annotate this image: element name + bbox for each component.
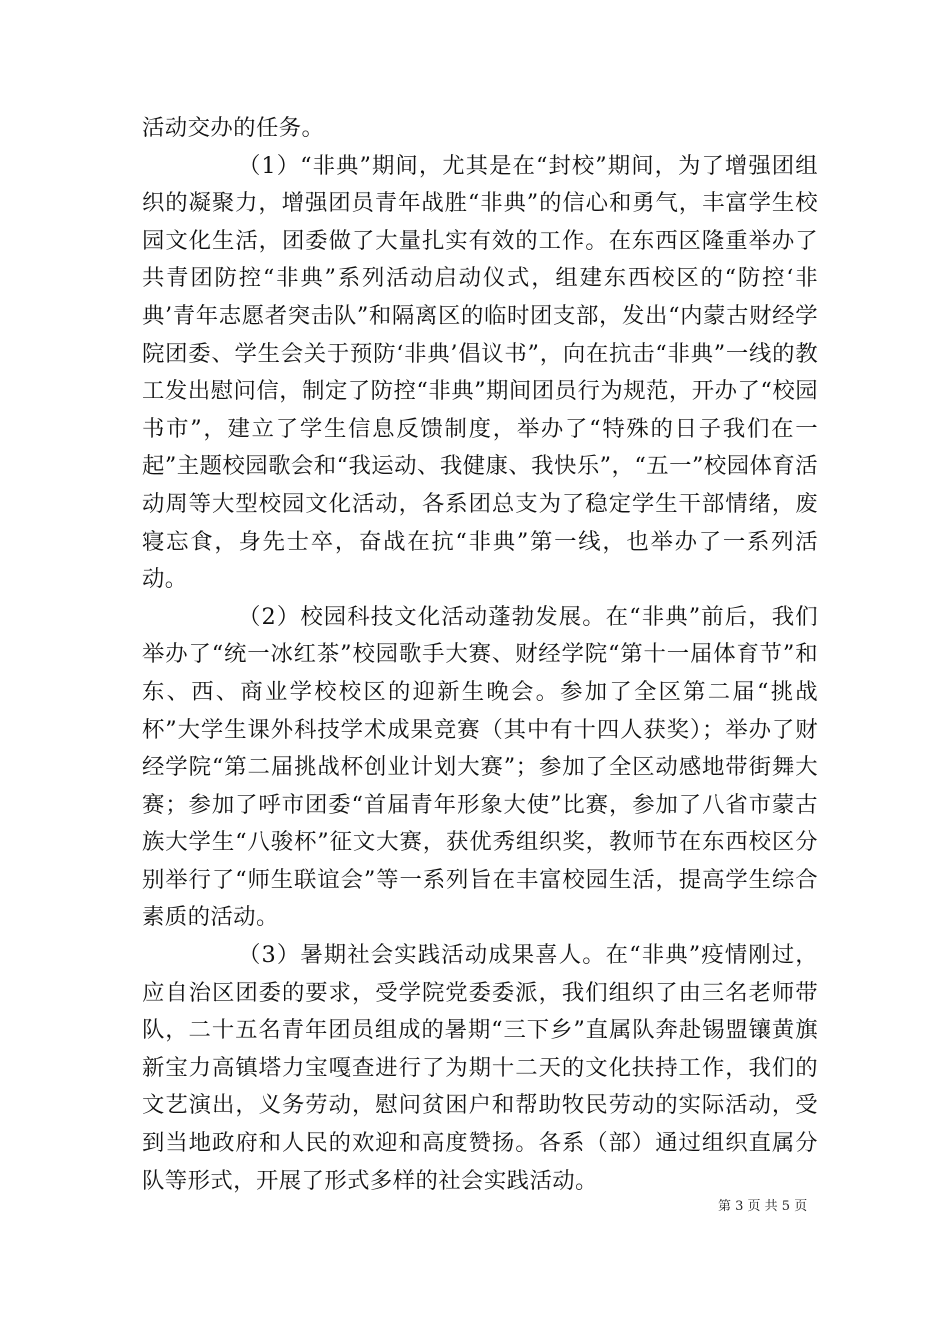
paragraph-continuation: 活动交办的任务。 [142,115,325,141]
page-number: 第 3 页 共 5 页 [718,1199,808,1214]
body-text [142,110,818,1200]
paragraph-2: （2）校园科技文化活动蓬勃发展。在“非典”前后，我们举办了“统一冰红茶”校园歌手大赛、财经学院“第十一届体育节”和东、西、商业学校校区的迎新生晚会。参加了全区第二届“挑战杯”大学生课外科技学术成果竞赛（其中有十四人获奖）；举办了财经学院“第二届挑战杯创业计划大赛”；参加了全区动感地带街舞大赛；参加了呼市团委“首届青年形象大使”比赛，参加了八省市蒙古族大学生“八骏杯”征文大赛，获优秀组织奖，教师节在东西校区分别举行了“师生联谊会”等一系列旨在丰富校园生活，提高学生综合素质的活动。 [142,603,818,931]
paragraph-3: （3）暑期社会实践活动成果喜人。在“非典”疫情刚过，应自治区团委的要求，受学院党委委派，我们组织了由三名老师带队，二十五名青年团员组成的暑期“三下乡”直属队奔赴锡盟镶黄旗新宝力高镇塔力宝嘎查进行了为期十二天的文化扶持工作，我们的文艺演出，义务劳动，慰问贫困户和帮助牧民劳动的实际活动，受到当地政府和人民的欢迎和高度赞扬。各系（部）通过组织直属分队等形式，开展了形式多样的社会实践活动。 [142,942,818,1194]
paragraph-1: （1）“非典”期间，尤其是在“封校”期间，为了增强团组织的凝聚力，增强团员青年战胜“非典”的信心和勇气，丰富学生校园文化生活，团委做了大量扎实有效的工作。在东西区隆重举办了共青团防控“非典”系列活动启动仪式，组建东西校区的“防控‘非典’青年志愿者突击队”和隔离区的临时团支部，发出“内蒙古财经学院团委、学生会关于预防‘非典’倡议书”，向在抗击“非典”一线的教工发出慰问信，制定了防控“非典”期间团员行为规范，开办了“校园书市”，建立了学生信息反馈制度，举办了“特殊的日子我们在一起”主题校园歌会和“我运动、我健康、我快乐”，“五一”校园体育活动周等大型校园文化活动，各系团总支为了稳定学生干部情绪，废寝忘食，身先士卒，奋战在抗“非典”第一线，也举办了一系列活动。 [142,152,818,593]
